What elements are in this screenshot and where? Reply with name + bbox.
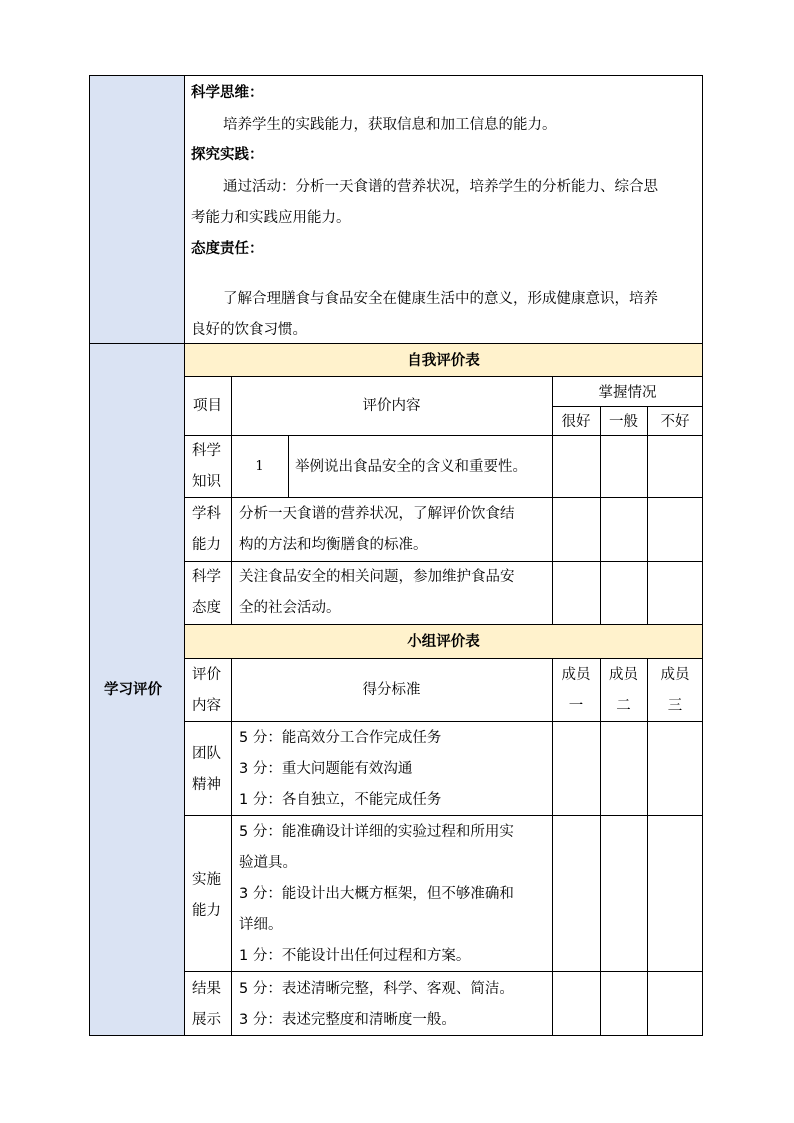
self-row3-content-line2: 全的社会活动。 (239, 600, 341, 616)
group-row1-item-line1: 团队 (192, 746, 221, 762)
self-row1-content: 举例说出食品安全的含义和重要性。 (295, 459, 527, 475)
learning-evaluation-label: 学习评价 (104, 682, 162, 698)
self-eval-col-mastery: 掌握情况 (598, 385, 657, 401)
level-average: 一般 (609, 414, 638, 430)
attitude-body-line2: 良好的饮食习惯。 (191, 322, 307, 338)
science-thinking-heading: 科学思维： (191, 85, 264, 101)
inquiry-body-line2: 考能力和实践应用能力。 (191, 210, 351, 226)
attitude-heading: 态度责任： (191, 241, 264, 257)
group-row2-criteria-1: 5 分：能准确设计详细的实验过程和所用实 (239, 824, 514, 840)
self-eval-col-content: 评价内容 (362, 398, 421, 414)
group-row2-item-line1: 实施 (192, 872, 221, 888)
self-row2-content-line1: 分析一天食谱的营养状况，了解评价饮食结 (239, 506, 515, 522)
self-row2-item-line1: 学科 (192, 506, 221, 522)
member2-line2: 二 (616, 698, 631, 714)
member1-line2: 一 (568, 698, 584, 714)
member3-line1: 成员 (660, 667, 690, 683)
self-row3-content-line1: 关注食品安全的相关问题，参加维护食品安 (239, 569, 515, 585)
self-row1-index: 1 (255, 459, 264, 474)
member3-line2: 三 (667, 698, 683, 714)
level-very-good: 很好 (561, 414, 591, 430)
group-row3-item-line2: 展示 (192, 1012, 221, 1028)
self-row3-item-line2: 态度 (192, 600, 221, 616)
group-col-item-line1: 评价 (192, 667, 221, 683)
self-row2-item-line2: 能力 (192, 537, 221, 553)
member1-line1: 成员 (561, 667, 591, 683)
group-col-item-line2: 内容 (192, 698, 221, 714)
group-row2-criteria-2: 验道具。 (239, 855, 297, 871)
attitude-body-line1: 了解合理膳食与食品安全在健康生活中的意义，形成健康意识，培养 (223, 291, 658, 307)
group-eval-title: 小组评价表 (407, 634, 480, 650)
group-row1-item-line2: 精神 (192, 777, 221, 793)
inquiry-heading: 探究实践： (191, 147, 264, 163)
group-col-standard: 得分标准 (362, 682, 421, 698)
group-row3-item-line1: 结果 (192, 981, 221, 997)
group-row3-criteria-2: 3 分：表述完整度和清晰度一般。 (239, 1012, 456, 1028)
self-row1-item-line1: 科学 (192, 443, 221, 459)
self-eval-col-item: 项目 (193, 398, 222, 414)
inquiry-body-line1: 通过活动：分析一天食谱的营养状况，培养学生的分析能力、综合思 (223, 179, 658, 195)
group-row1-criteria-3: 1 分：各自独立，不能完成任务 (239, 792, 442, 808)
group-row1-criteria-1: 5 分：能高效分工合作完成任务 (239, 730, 442, 746)
group-row2-item-line2: 能力 (192, 903, 221, 919)
group-row3-criteria-1: 5 分：表述清晰完整，科学、客观、简洁。 (239, 981, 514, 997)
group-row1-criteria-2: 3 分：重大问题能有效沟通 (239, 761, 413, 777)
self-row2-content-line2: 构的方法和均衡膳食的标准。 (239, 537, 428, 553)
self-row3-item-line1: 科学 (192, 569, 221, 585)
self-row1-item-line2: 知识 (192, 474, 221, 490)
group-row2-criteria-3: 3 分：能设计出大概方框架，但不够准确和 (239, 886, 514, 902)
self-eval-title: 自我评价表 (407, 353, 480, 369)
member2-line1: 成员 (609, 667, 638, 683)
group-row2-criteria-4: 详细。 (239, 917, 283, 933)
science-thinking-body: 培养学生的实践能力，获取信息和加工信息的能力。 (223, 117, 557, 133)
group-row2-criteria-5: 1 分：不能设计出任何过程和方案。 (239, 948, 471, 964)
level-poor: 不好 (660, 414, 690, 430)
